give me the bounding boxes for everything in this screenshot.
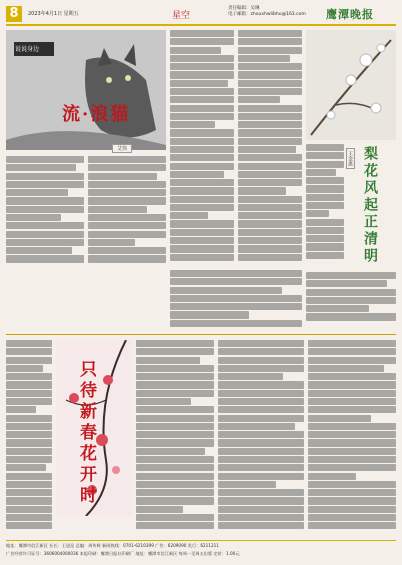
cat-text-col-1 [6,156,84,268]
header-rule [6,24,396,26]
pear-text-col-1 [306,144,344,268]
editor-name: 责任编辑：吴琳 [228,6,260,11]
flower-text-col-4 [308,340,396,536]
cat-text-col-4 [238,30,302,266]
flower-text-col-3 [218,340,304,536]
flower-text-col-1 [6,340,52,536]
pear-title: 梨花风起正清明 [362,146,378,265]
flower-title: 只待新春花开时 [76,360,96,507]
masthead: 鹰潭晚报 [326,8,374,21]
pear-blossom-icon [306,30,396,140]
page-number: 8 [9,6,19,21]
pear-text-col-2 [306,272,396,328]
cat-kicker: 说说身边 [15,46,40,53]
pear-text-col-3 [170,270,302,330]
header-date: 2023年4月1日 星期五 [28,11,79,17]
section-name: 星空 [172,11,191,21]
pear-illustration [306,30,396,140]
editor-email: 电子邮箱：zhouxhwlibhu@163.com [228,12,306,17]
cat-text-col-2 [88,156,166,268]
cat-title: 流·浪猫 [62,104,131,125]
section-divider [6,334,396,335]
cat-text-col-3 [170,30,234,266]
footer-line-2: 广告经营许可证号：3606004000036 本报印刷：鹰潭日报社印刷厂 地址：鹰潭市信江新区 每周一至周五出版 定价：1.00元 [6,551,240,556]
footer-line-1: 地址：鹰潭市信江新区 社长：王思昆 总编：周传辉 新闻热线：0701-6210399 广告：6209090 发行：6211211 [6,543,219,548]
pear-author: 王金惠 [346,148,355,169]
flower-text-col-2 [136,340,214,536]
footer-rule [6,540,396,541]
cat-author: 艾伟 [112,144,132,153]
page-number-box [6,6,22,22]
